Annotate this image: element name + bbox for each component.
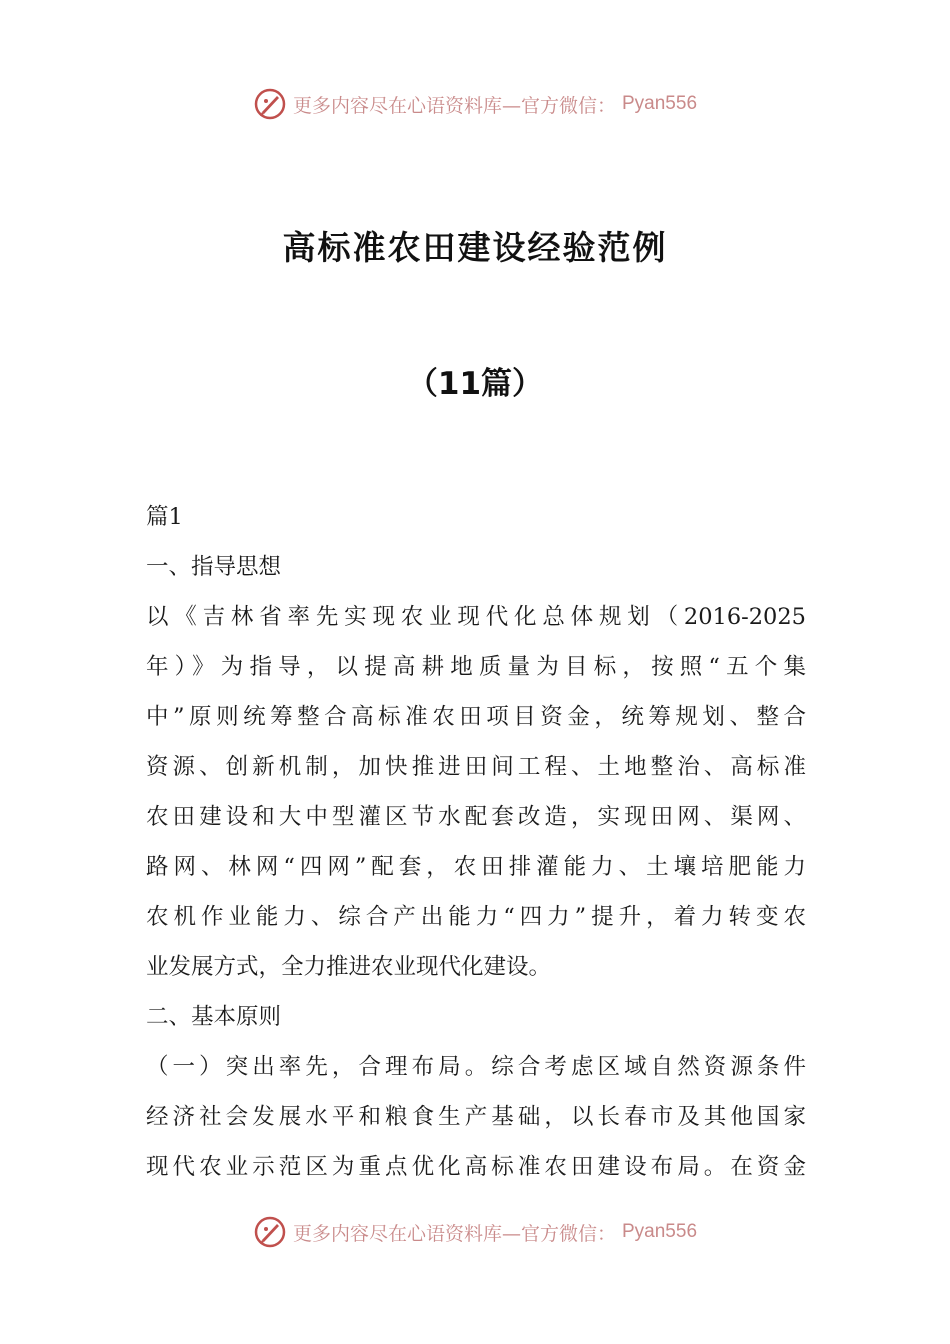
paragraph-line: 中”原则统筹整合高标准农田项目资金，统筹规划、整合 xyxy=(146,704,806,730)
paragraph-line: （一）突出率先，合理布局。综合考虑区域自然资源条件 xyxy=(146,1054,806,1080)
paragraph-line: 业发展方式，全力推进农业现代化建设。 xyxy=(146,954,552,980)
section-heading: 篇1 xyxy=(146,504,183,530)
paragraph-line: 经济社会发展水平和粮食生产基础，以长春市及其他国家 xyxy=(146,1104,806,1130)
paragraph-line: 路网、林网“四网”配套，农田排灌能力、土壤培肥能力 xyxy=(146,854,806,880)
watermark-banner-bottom xyxy=(0,1212,950,1252)
section-heading: 一、指导思想 xyxy=(146,554,282,580)
paragraph-line: 以《吉林省率先实现农业现代化总体规划（2016-2025 xyxy=(146,604,806,630)
document-title: 高标准农田建设经验范例 xyxy=(282,228,668,267)
watermark-banner-top xyxy=(0,84,950,124)
paragraph-line: 资源、创新机制，加快推进田间工程、土地整治、高标准 xyxy=(146,754,806,780)
paragraph-line: 农田建设和大中型灌区节水配套改造，实现田网、渠网、 xyxy=(146,804,806,830)
quill-pen-logo-icon xyxy=(253,1215,287,1249)
quill-pen-logo-icon xyxy=(253,87,287,121)
document-subtitle: （11篇） xyxy=(406,366,544,402)
document-body xyxy=(146,492,806,1192)
paragraph-line: 现代农业示范区为重点优化高标准农田建设布局。在资金 xyxy=(146,1154,806,1180)
watermark-wechat-id: Pyan556 xyxy=(622,93,698,114)
section-heading: 二、基本原则 xyxy=(146,1004,282,1030)
paragraph-line: 年）》为指导，以提高耕地质量为目标，按照“五个集 xyxy=(146,654,806,680)
paragraph-line: 农机作业能力、综合产出能力“四力”提升，着力转变农 xyxy=(146,904,806,930)
watermark-text: 更多内容尽在心语资料库—官方微信： xyxy=(292,94,616,117)
watermark-wechat-id: Pyan556 xyxy=(622,1221,698,1242)
watermark-text: 更多内容尽在心语资料库—官方微信： xyxy=(292,1222,616,1245)
